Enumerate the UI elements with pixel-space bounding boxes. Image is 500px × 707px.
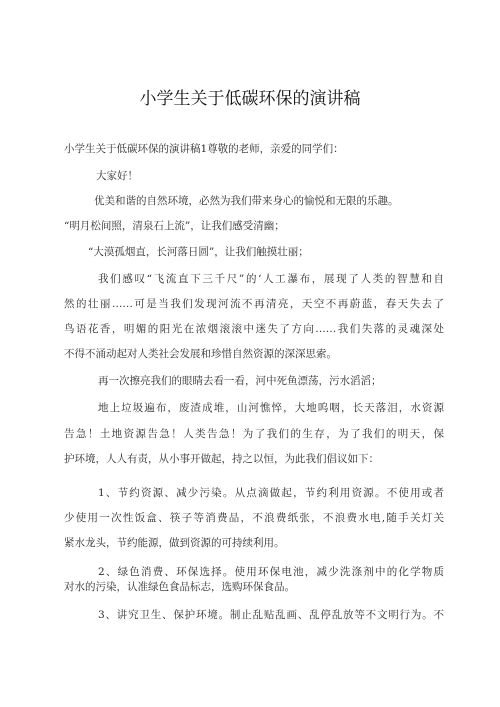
body-line-1: 小学生关于低碳环保的演讲稿1尊敬的老师，亲爱的同学们： [64,143,344,155]
body-line-6: 我们感叹“飞流直下三千尺”的‘人工瀑布，展现了人类的智慧和自 [98,273,444,285]
body-line-17: 2、绿色消费、环保选择。使用环保电池，减少洗涤剂中的化学物质 [98,566,444,578]
body-line-13: 护环境，人人有责，从小事开做起，持之以恒，为此我们倡议如下： [64,453,379,465]
body-line-8: 鸟语花香，明媚的阳光在浓烟滚滚中迷失了方向……我们失落的灵魂深处 [64,323,444,335]
body-line-19: 3、讲究卫生、保护环境。制止乱贴乱画、乱停乱放等不文明行为。不 [98,609,444,621]
body-line-3: 优美和谐的自然环境，必然为我们带来身心的愉悦和无限的乐趣。 [94,195,399,207]
body-line-5: “大漠孤烟直，长河落日圆”，让我们触摸壮丽； [88,246,309,258]
body-line-18: 对水的污染，认准绿色食品标志，选购环保食品。 [64,581,295,593]
body-line-15: 少使用一次性饭盒、筷子等消费品，不浪费纸张，不浪费水电,随手关灯关 [64,512,444,524]
body-line-9: 不得不涌动起对人类社会发展和珍惜自然资源的深深思索。 [64,348,337,360]
body-line-14: 1、节约资源、减少污染。从点滴做起，节约利用资源。不使用或者 [98,487,444,499]
body-line-10: 再一次擦亮我们的眼睛去看一看，河中死鱼漂荡，污水滔滔； [98,375,382,387]
body-line-11: 地上垃圾遍布，废渣成堆，山河憔悴，大地呜咽，长天落泪，水资源 [98,402,444,414]
body-line-7: 然的壮丽……可是当我们发现河流不再清亮，天空不再蔚蓝，春天失去了 [64,298,444,310]
body-line-2: 大家好！ [96,170,138,182]
page-title: 小学生关于低碳环保的演讲稿 [139,89,361,109]
body-line-16: 紧水龙头，节约能源，做到资源的可持续利用。 [64,537,285,549]
body-line-4: “明月松间照，清泉石上流”，让我们感受清幽； [64,220,285,232]
body-line-12: 告急！土地资源告急！人类告急！为了我们的生存，为了我们的明天，保 [64,428,444,440]
